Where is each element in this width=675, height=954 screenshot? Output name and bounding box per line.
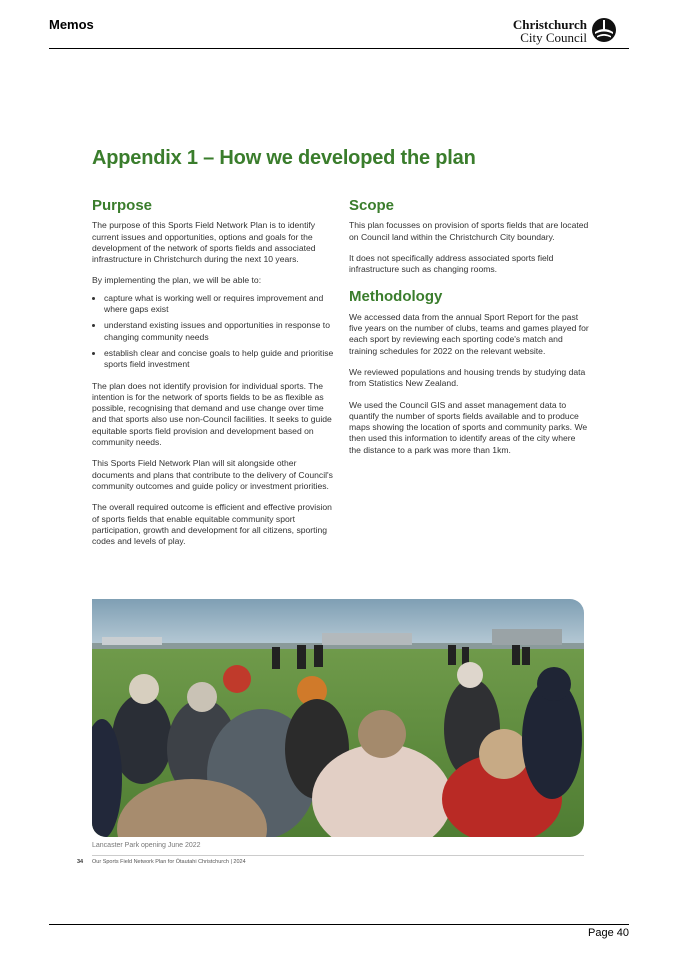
publication-page-number: 34 [77,859,84,865]
page-title: Appendix 1 – How we developed the plan [92,147,476,169]
purpose-bullet-list [92,293,337,371]
purpose-heading: Purpose [92,197,153,214]
purpose-column [92,197,337,557]
crowd-photo-illustration [92,599,584,837]
purpose-paragraph-3: The plan does not identify provision for individual sports. The intention is for the network of sports fields to be as flexible as possible, recognising that demand and use change over time and that sports also use non-Council facilities. It seeks to guide equitable sports field provision and development based on community needs. [92,380,332,448]
publication-footer-rule [92,855,584,856]
memos-label: Memos [49,17,94,32]
lancaster-park-photo [92,599,584,837]
logo-line-1: Christchurch [512,17,587,32]
purpose-paragraph-1: The purpose of this Sports Field Network Plan is to identify current issues and opportunities, options and goals for the development of the network of sports fields and associated infrastructure in Christchurch during the next 10 years. [92,220,316,265]
scope-methodology-column [349,197,589,466]
purpose-bullet: • establish clear and concise goals to help guide and prioritise sports field investment [104,348,337,371]
page-label: Page 40 [588,927,629,939]
scope-paragraph-1: This plan focusses on provision of sports fields that are located on Council land within the Christchurch City boundary. [349,220,589,242]
purpose-bullet: • understand existing issues and opportunities in response to changing community needs [104,320,337,343]
scope-heading: Scope [349,197,395,214]
scope-paragraph-2: It does not specifically address associated sports field infrastructure such as changing rooms. [349,252,554,275]
methodology-paragraph-3: We used the Council GIS and asset management data to quantify the number of sports fields available and to produce maps showing the location of sports and community parks. We then used this information to identify areas of the city where the distance to a park was more than 1km. [349,399,588,455]
methodology-paragraph-1: We accessed data from the annual Sport Report for the past five years on the number of clubs, teams and games played for each sport by reviewing each sporting code's match and training schedules for 2022 on the relevant website. [349,311,589,356]
logo-line-2: City Council [520,30,587,45]
methodology-paragraph-2: We reviewed populations and housing trends by studying data from Statistics New Zealand. [349,366,586,389]
methodology-heading: Methodology [349,288,443,306]
purpose-paragraph-4: This Sports Field Network Plan will sit alongside other documents and plans that contribute to the delivery of Council's community outcomes and guide policy or investment priorities. [92,458,333,491]
publication-title: Our Sports Field Network Plan for Ōtautahi Christchurch | 2024 [92,859,246,865]
purpose-paragraph-5: The overall required outcome is efficient and effective provision of sports fields that enable equitable community sport participation, growth and development for all citizens, sporting codes and levels of play. [92,502,332,547]
header-rule [49,48,629,49]
footer-rule [49,924,629,925]
purpose-paragraph-2: By implementing the plan, we will be able to: [92,275,262,286]
council-logo [507,17,617,45]
purpose-bullet: • capture what is working well or requires improvement and where gaps exist [104,293,337,316]
council-emblem-icon [591,17,617,43]
photo-caption: Lancaster Park opening June 2022 [92,842,201,849]
